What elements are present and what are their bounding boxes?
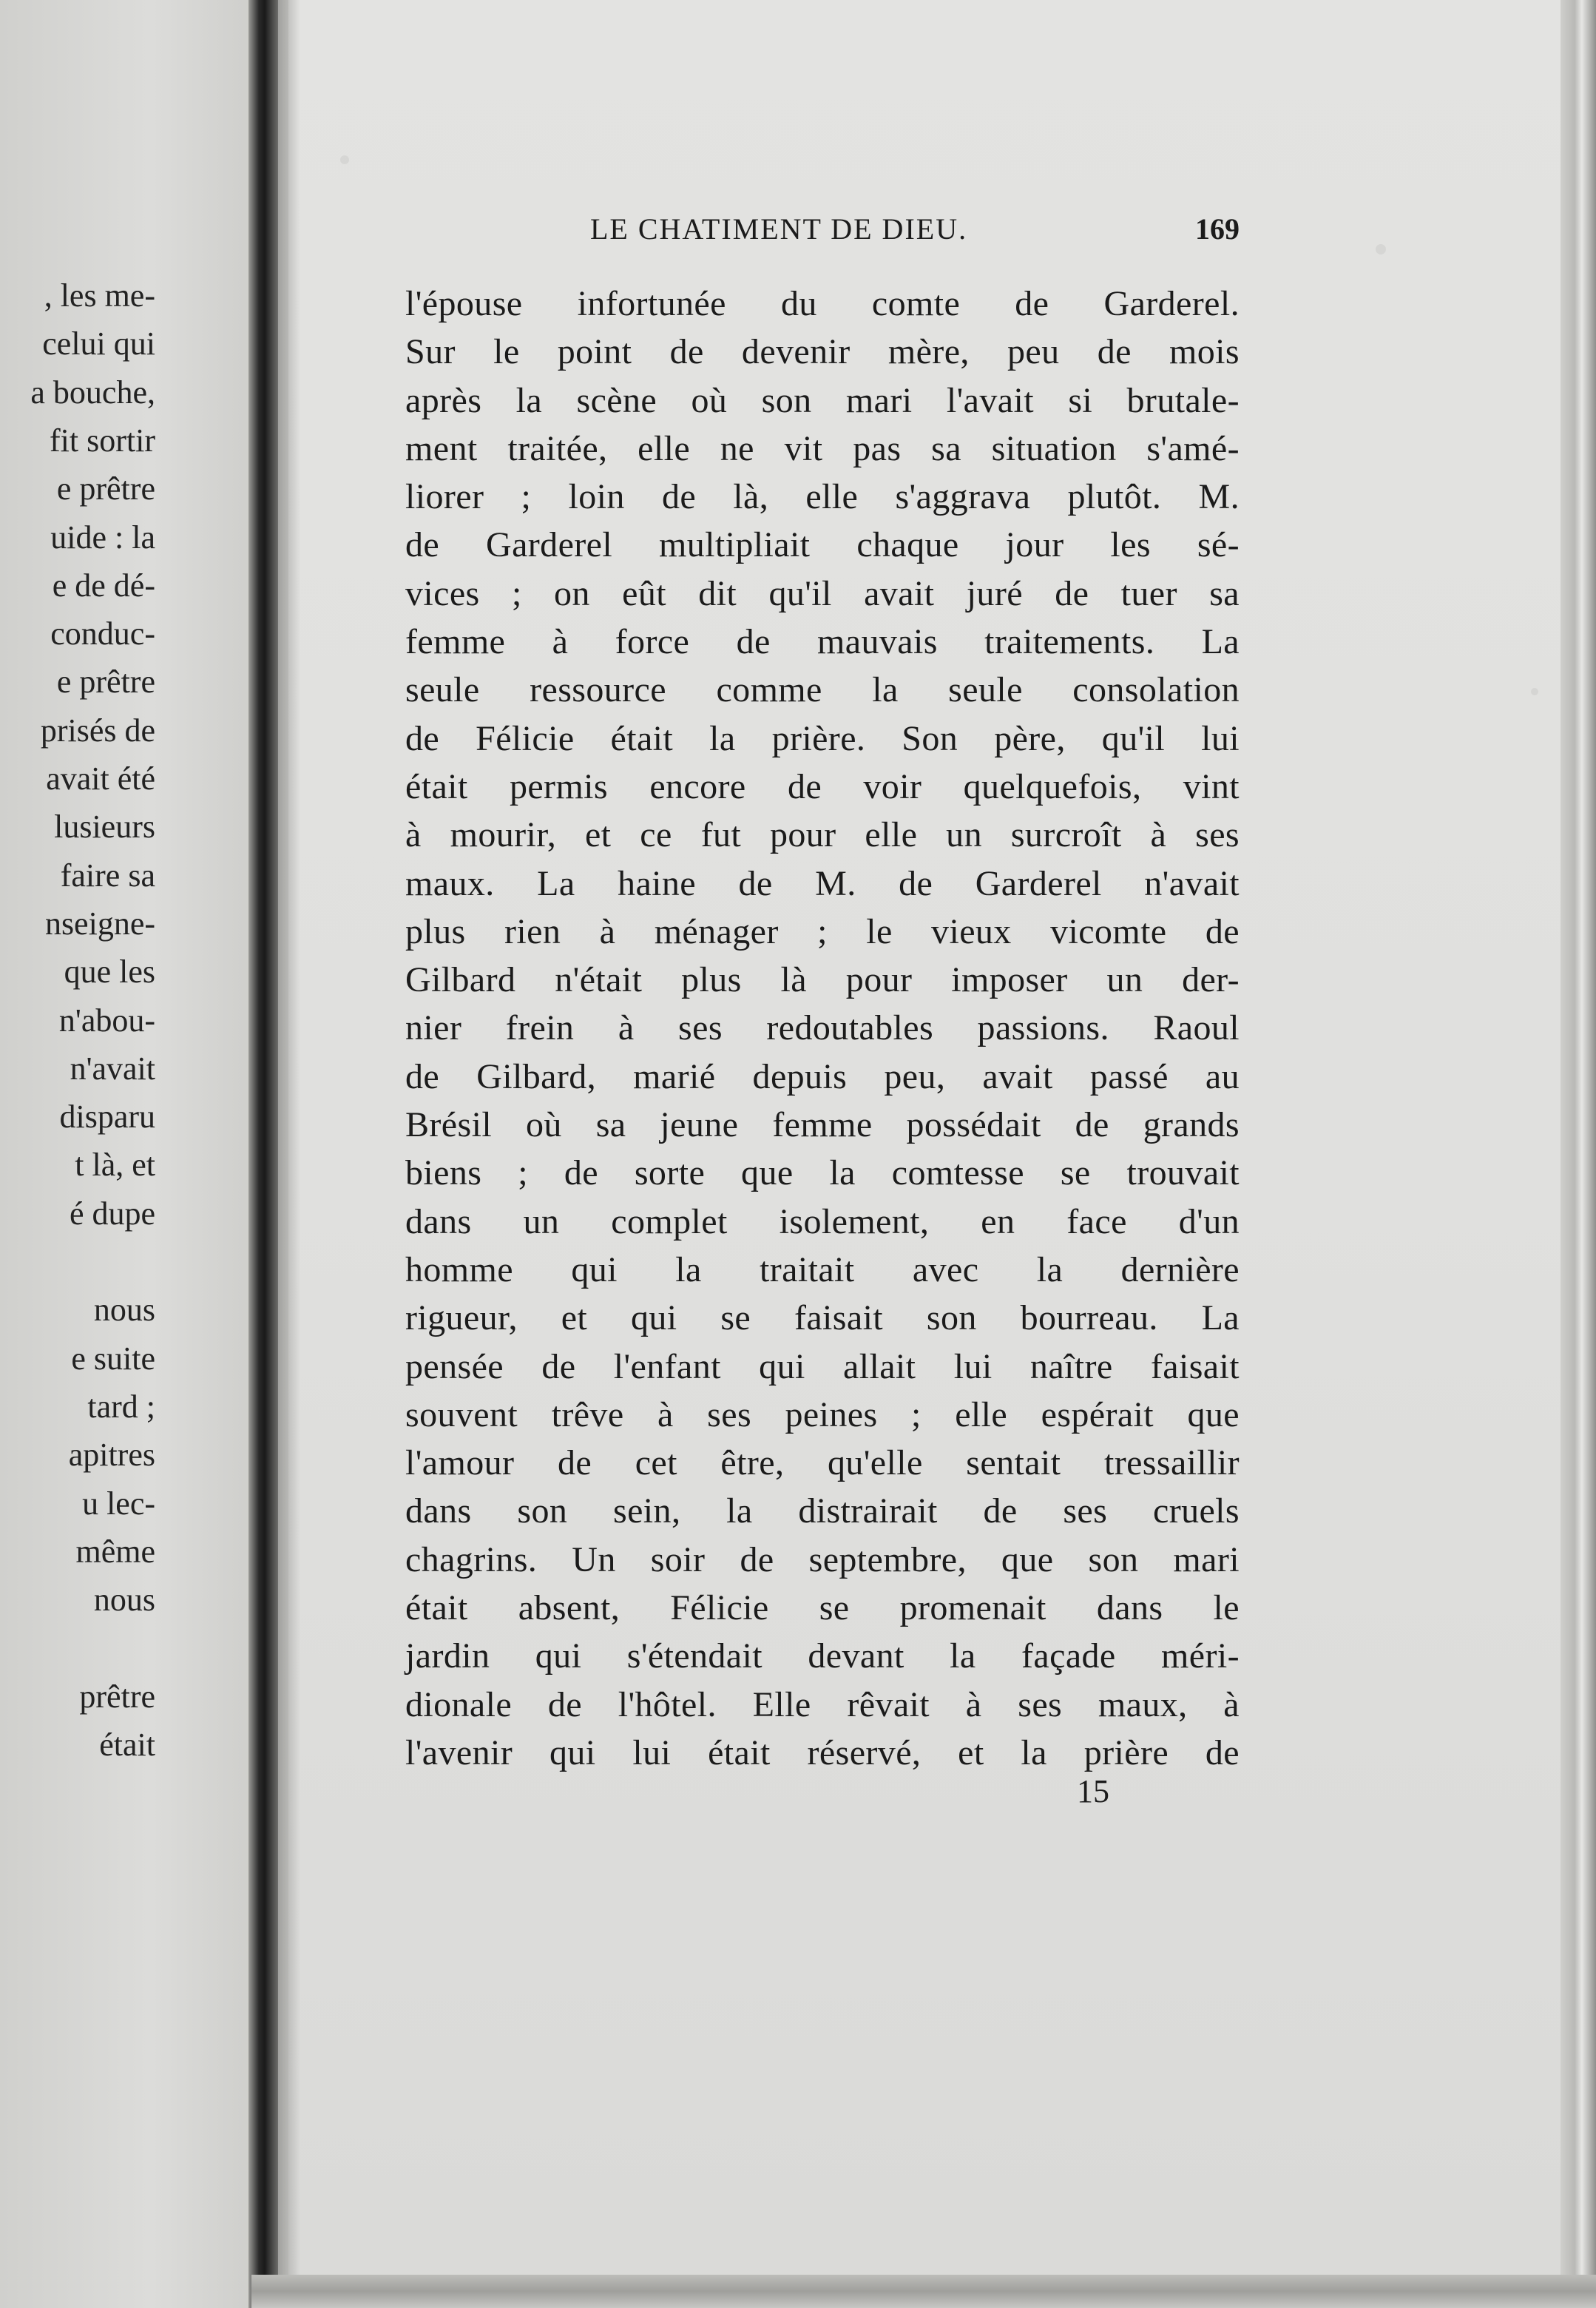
book-gutter bbox=[248, 0, 278, 2308]
left-facing-page bbox=[0, 0, 251, 2308]
paper-speck bbox=[340, 155, 349, 164]
left-page-line: avait été bbox=[46, 760, 155, 797]
text-line: dans un complet isolement, en face d'un bbox=[405, 1201, 1240, 1241]
paper-speck bbox=[1531, 688, 1538, 695]
left-page-line: tard ; bbox=[87, 1388, 155, 1425]
text-line: l'amour de cet être, qu'elle sentait tressaillir bbox=[405, 1443, 1240, 1483]
text-line: seule ressource comme la seule consolation bbox=[405, 670, 1240, 710]
left-page-line: e prêtre bbox=[56, 664, 155, 701]
left-page-line: nous bbox=[93, 1582, 155, 1619]
signature-mark: 15 bbox=[1077, 1773, 1109, 1809]
left-page-line: celui qui bbox=[42, 325, 155, 362]
text-line: homme qui la traitait avec la dernière bbox=[405, 1249, 1240, 1289]
running-title: LE CHATIMENT DE DIEU. bbox=[590, 212, 968, 246]
left-page-line: conduc- bbox=[50, 615, 155, 652]
left-page-line: était bbox=[99, 1727, 155, 1763]
text-line: était permis encore de voir quelquefois, vint bbox=[405, 766, 1240, 806]
left-page-line: faire sa bbox=[60, 857, 155, 894]
left-page-line: é dupe bbox=[69, 1195, 155, 1232]
text-line: ment traitée, elle ne vit pas sa situation s'amé- bbox=[405, 428, 1240, 468]
left-page-line: même bbox=[75, 1533, 155, 1570]
text-line: l'avenir qui lui était réservé, et la prière de bbox=[405, 1732, 1240, 1772]
left-page-line: a bouche, bbox=[30, 374, 155, 411]
text-line: dionale de l'hôtel. Elle rêvait à ses maux, à bbox=[405, 1684, 1240, 1724]
left-page-line: lusieurs bbox=[54, 809, 155, 846]
body-text bbox=[405, 280, 1240, 1777]
text-line: à mourir, et ce fut pour elle un surcroît à ses bbox=[405, 815, 1240, 855]
text-line: Brésil où sa jeune femme possédait de grands bbox=[405, 1105, 1240, 1145]
left-page-line: fit sortir bbox=[50, 422, 155, 459]
left-page-line: uide : la bbox=[50, 519, 155, 556]
left-page-line: e prêtre bbox=[56, 470, 155, 507]
text-line: pensée de l'enfant qui allait lui naître faisait bbox=[405, 1346, 1240, 1386]
text-line: de Félicie était la prière. Son père, qu'il lui bbox=[405, 718, 1240, 758]
left-page-line: apitres bbox=[68, 1437, 155, 1474]
paper-speck bbox=[1376, 244, 1386, 254]
page-number: 169 bbox=[1195, 212, 1240, 246]
left-page-line: n'abou- bbox=[58, 1002, 155, 1039]
left-page-line: e de dé- bbox=[52, 567, 155, 604]
text-line: Gilbard n'était plus là pour imposer un der- bbox=[405, 960, 1240, 1000]
text-line: femme à force de mauvais traitements. La bbox=[405, 622, 1240, 662]
left-page-line: u lec- bbox=[82, 1485, 155, 1522]
text-line: biens ; de sorte que la comtesse se trouvait bbox=[405, 1153, 1240, 1193]
left-page-line: nous bbox=[93, 1292, 155, 1329]
text-line: dans son sein, la distrairait de ses cruels bbox=[405, 1491, 1240, 1531]
left-page-line: t là, et bbox=[75, 1147, 155, 1184]
left-page-line: nseigne- bbox=[44, 905, 155, 942]
gutter-shadow bbox=[278, 0, 300, 2308]
text-line: jardin qui s'étendait devant la façade méri- bbox=[405, 1636, 1240, 1676]
text-line: liorer ; loin de là, elle s'aggrava plutôt. M. bbox=[405, 477, 1240, 517]
text-line: souvent trêve à ses peines ; elle espérait que bbox=[405, 1394, 1240, 1434]
left-page-line: e suite bbox=[71, 1340, 155, 1377]
left-page-line: n'avait bbox=[70, 1050, 155, 1087]
text-line: était absent, Félicie se promenait dans le bbox=[405, 1588, 1240, 1628]
text-line: rigueur, et qui se faisait son bourreau. La bbox=[405, 1298, 1240, 1338]
text-line: l'épouse infortunée du comte de Garderel. bbox=[405, 284, 1240, 323]
text-line: après la scène où son mari l'avait si brutale- bbox=[405, 380, 1240, 420]
left-page-line: prêtre bbox=[79, 1678, 155, 1715]
left-page-line: prisés de bbox=[40, 712, 155, 749]
page-edge-bottom bbox=[251, 2275, 1596, 2308]
left-page-line: que les bbox=[64, 954, 155, 991]
text-line: chagrins. Un soir de septembre, que son mari bbox=[405, 1539, 1240, 1579]
left-page-line: , les me- bbox=[44, 277, 155, 314]
page-edge-right bbox=[1561, 0, 1596, 2308]
text-line: Sur le point de devenir mère, peu de mois bbox=[405, 332, 1240, 372]
text-line: nier frein à ses redoutables passions. Raoul bbox=[405, 1008, 1240, 1048]
text-line: maux. La haine de M. de Garderel n'avait bbox=[405, 863, 1240, 903]
left-page-line: disparu bbox=[59, 1099, 155, 1136]
text-line: de Garderel multipliait chaque jour les sé- bbox=[405, 525, 1240, 565]
text-line: plus rien à ménager ; le vieux vicomte de bbox=[405, 911, 1240, 951]
text-line: vices ; on eût dit qu'il avait juré de tuer sa bbox=[405, 573, 1240, 613]
running-header bbox=[405, 209, 1240, 253]
text-line: de Gilbard, marié depuis peu, avait passé au bbox=[405, 1056, 1240, 1096]
